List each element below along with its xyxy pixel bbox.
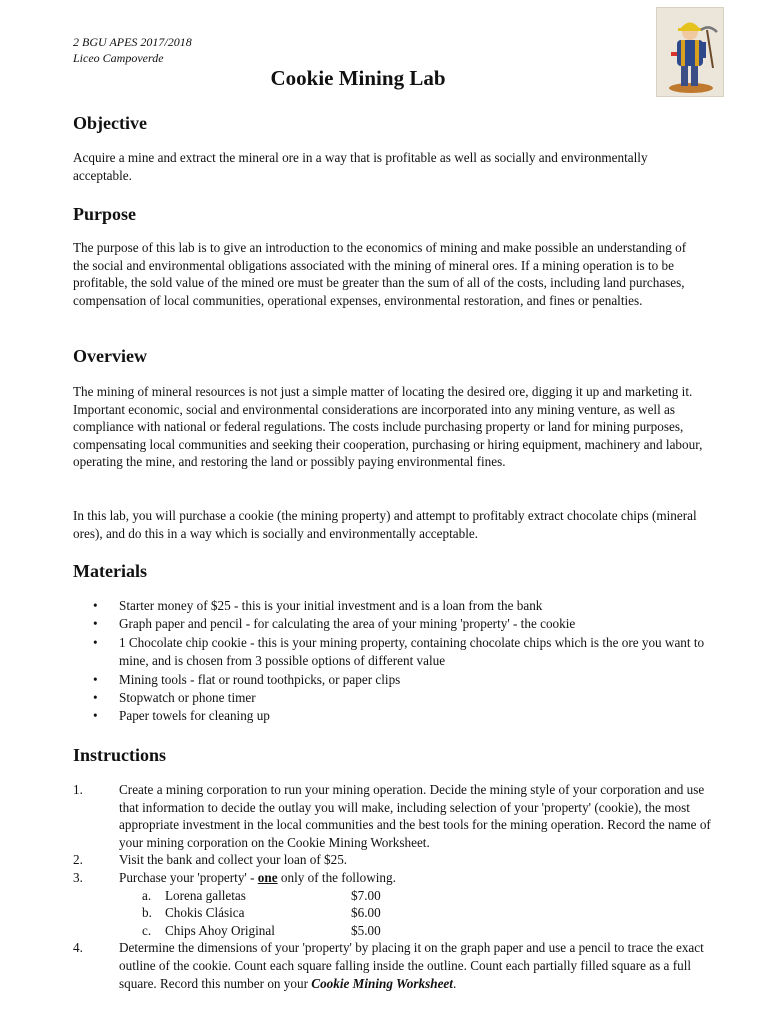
instruction-step-3-options xyxy=(73,887,713,940)
page-title: Cookie Mining Lab xyxy=(270,66,446,90)
worksheet-emphasis: Cookie Mining Worksheet xyxy=(311,975,453,991)
purpose-text: The purpose of this lab is to give an introduction to the economics of mining and make possible an understanding of the social and environmental obligations associated with the mining of mineral ores. If a mining operation is to be profitable, the sold value of the mined ore must be greater than the sum of all of the costs, including land purchases, compensation of local communities, operational expenses, environmental restoration, and fines or penalties. xyxy=(73,240,687,308)
list-item: • 1 Chocolate chip cookie - this is your mining property, containing chocolate chips which is the ore you want to mine, and is chosen from 3 possible options of different value xyxy=(93,634,705,669)
step-number: 1. xyxy=(73,782,83,797)
list-item: • Starter money of $25 - this is your initial investment and is a loan from the bank xyxy=(73,597,713,615)
bullet-glyph: • xyxy=(93,671,98,687)
list-item: b. Chokis Clásica $6.00 xyxy=(142,905,381,921)
instructions-list xyxy=(73,781,713,992)
option-name: Lorena galletas xyxy=(165,887,246,903)
list-item: • Stopwatch or phone timer xyxy=(73,689,713,707)
overview-text-1: The mining of mineral resources is not just a simple matter of locating the desired ore, digging it up and marketing it. Important economic, social and environmental considerations are incorporated into any mining venture, as well as compliance with national or federal regulations. The costs include purchasing property or land for mining purposes, compensating local communities and seeking their cooperation, purchasing or hiring equipment, machinery and labour, operating the mine, and restoring the land or possibly paying environmental fines. xyxy=(73,384,703,470)
bullet-glyph: • xyxy=(93,690,98,706)
option-price: $6.00 xyxy=(351,905,381,921)
bullet-glyph: • xyxy=(93,634,98,650)
list-item: • Graph paper and pencil - for calculating the area of your mining 'property' - the cookie xyxy=(73,615,713,633)
materials-heading: Materials xyxy=(73,561,147,581)
overview-text-2: In this lab, you will purchase a cookie (the mining property) and attempt to profitably extract chocolate chips (mineral ores), and do this in a way which is socially and environmentally acceptable. xyxy=(73,508,697,541)
instruction-step-4: 4. Determine the dimensions of your 'property' by placing it on the graph paper and use a pencil to trace the exact outline of the cookie. Count each square falling inside the outline. Count each partially filled square as a full square. Record this number on your Cookie Mining Worksheet. xyxy=(73,940,704,991)
class-line: 2 BGU APES 2017/2018 xyxy=(73,35,192,49)
step-text: Visit the bank and collect your loan of $25. xyxy=(119,852,348,868)
overview-heading: Overview xyxy=(73,346,147,366)
purpose-heading: Purpose xyxy=(73,204,136,224)
instruction-step-3: 3. Purchase your 'property' - one only of the following. xyxy=(73,869,396,885)
materials-list xyxy=(73,597,713,726)
bullet-glyph: • xyxy=(93,598,98,613)
list-item: a. Lorena galletas $7.00 xyxy=(142,887,381,903)
list-item: • Mining tools - flat or round toothpicks, or paper clips xyxy=(73,671,713,689)
objective-text: Acquire a mine and extract the mineral ore in a way that is profitable as well as socially and environmentally acceptable. xyxy=(73,150,648,183)
instruction-step-1 xyxy=(73,781,713,851)
list-item: c. Chips Ahoy Original $5.00 xyxy=(142,922,381,938)
step-number: 3. xyxy=(73,869,83,885)
step-text: Create a mining corporation to run your mining operation. Decide the mining style of your corporation and use that information to decide the outlay you will make, including selection of your 'property' (cookie), the most appropriate investment in the local communities and the best tools for the mining operation. Record the name of your mining corporation on the Cookie Mining Worksheet. xyxy=(119,782,711,850)
header-meta xyxy=(73,34,192,66)
emphasis-one: one xyxy=(257,869,278,885)
cookie-options-list xyxy=(73,887,713,940)
option-name: Chokis Clásica xyxy=(165,905,245,921)
school-line: Liceo Campoverde xyxy=(73,51,164,65)
bullet-glyph: • xyxy=(93,616,98,632)
option-price: $5.00 xyxy=(351,922,381,938)
instruction-step-2 xyxy=(73,851,713,869)
list-item: • Paper towels for cleaning up xyxy=(73,707,713,725)
step-text: Determine the dimensions of your 'property' by placing it on the graph paper and use a pencil to trace the exact outline of the cookie. Count each square falling inside the outline. Count each partially filled square as a full square. Record this number on your xyxy=(119,940,704,991)
objective-heading: Objective xyxy=(73,113,147,133)
option-name: Chips Ahoy Original xyxy=(165,922,275,938)
option-price: $7.00 xyxy=(351,887,381,903)
instructions-heading: Instructions xyxy=(73,745,167,765)
bullet-glyph: • xyxy=(93,708,98,724)
step-number: 4. xyxy=(73,940,83,956)
step-number: 2. xyxy=(73,852,83,868)
